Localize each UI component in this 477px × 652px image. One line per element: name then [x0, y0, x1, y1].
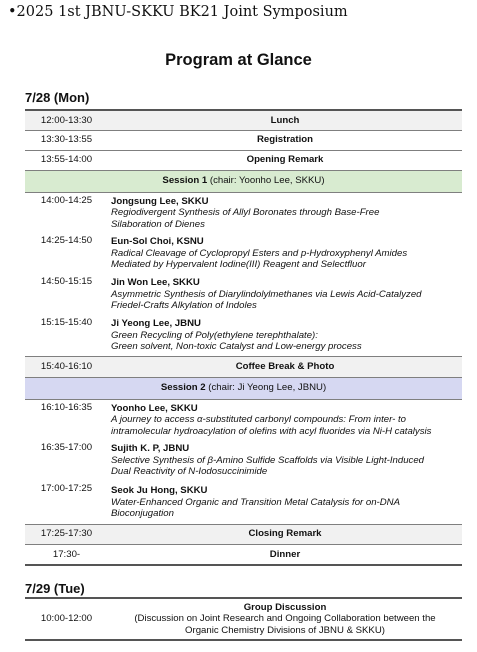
talk-time: 17:00-17:25	[40, 483, 93, 494]
coffee-break-row	[25, 356, 462, 377]
row-event: Closing Remark	[108, 524, 462, 544]
talk-detail	[108, 274, 462, 315]
talk-title-line: Bioconjugation	[111, 508, 174, 519]
talk-time: 14:00-14:25	[40, 194, 93, 206]
session1-name: Session 1	[162, 175, 208, 187]
closing-remark-row	[25, 524, 462, 544]
talk-detail	[108, 233, 462, 274]
talk-time: 14:25-14:50	[40, 235, 93, 246]
talk-title-line: Green solvent, Non-toxic Catalyst and Low-energy process	[111, 341, 362, 352]
schedule-row	[25, 130, 462, 150]
talk-row	[25, 274, 462, 315]
talk-title-line: Asymmetric Synthesis of Diarylindolylmethanes via Lewis Acid-Catalyzed	[111, 288, 422, 300]
row-time: 10:00-12:00	[25, 598, 108, 640]
talk-title-line: A journey to access α-substituted carbonyl compounds: From inter- to	[111, 414, 407, 425]
talk-row	[25, 315, 462, 356]
schedule-row	[25, 110, 462, 130]
day2-label: 7/29 (Tue)	[25, 581, 85, 596]
talk-speaker: Sujith K. P, JBNU	[111, 443, 190, 455]
talk-detail	[108, 192, 462, 233]
session1-chair: (chair: Yoonho Lee, SKKU)	[209, 175, 325, 187]
talk-speaker: Jongsung Lee, SKKU	[111, 195, 209, 207]
talk-title-line: intramolecular hydroacylation of olefins with acyl fluorides via Ni-H catalysis	[111, 425, 432, 437]
session2-chair: (chair: Ji Yeong Lee, JBNU)	[208, 382, 327, 394]
talk-speaker: Yoonho Lee, SKKU	[111, 402, 198, 414]
talk-detail	[108, 440, 462, 481]
talk-time: 15:15-15:40	[40, 317, 93, 328]
talk-title-line: Dual Reactivity of N-Iodosuccinimide	[111, 466, 268, 478]
row-event: Coffee Break & Photo	[108, 356, 462, 377]
talk-speaker: Eun-Sol Choi, KSNU	[111, 236, 204, 248]
row-time: 15:40-16:10	[25, 356, 108, 377]
talk-detail	[108, 399, 462, 440]
group-discussion-row	[25, 598, 462, 640]
talk-time: 14:50-15:15	[40, 276, 93, 287]
talk-title-line: Mediated by Hypervalent Iodine(III) Reagent and Selectfluor	[111, 259, 366, 271]
talk-speaker: Seok Ju Hong, SKKU	[111, 485, 208, 496]
talk-detail	[108, 481, 462, 524]
talk-row	[25, 192, 462, 233]
group-discussion-cell	[108, 598, 462, 640]
session1-cell	[25, 170, 462, 192]
talk-title-line: Green Recycling of Poly(ethylene terephthalate):	[111, 329, 318, 341]
row-event: Opening Remark	[108, 150, 462, 170]
row-time: 17:30-	[25, 544, 108, 565]
talk-row	[25, 481, 462, 524]
dinner-row	[25, 544, 462, 565]
group-discussion-desc-line: (Discussion on Joint Research and Ongoing Collaboration between the	[134, 613, 436, 625]
talk-row	[25, 440, 462, 481]
group-discussion-desc-line: Organic Chemistry Divisions of JBNU & SKKU)	[185, 624, 385, 636]
session1-header	[25, 170, 462, 192]
day1-schedule-table	[25, 109, 462, 566]
day2-schedule-table	[25, 597, 462, 641]
symposium-header: •2025 1st JBNU-SKKU BK21 Joint Symposium	[8, 4, 348, 20]
talk-time: 16:35-17:00	[40, 442, 93, 453]
session2-name: Session 2	[160, 382, 206, 394]
talk-title-line: Water-Enhanced Organic and Transition Metal Catalysis for on-DNA	[111, 496, 401, 508]
row-event: Lunch	[108, 110, 462, 130]
talk-row	[25, 399, 462, 440]
talk-time: 16:10-16:35	[40, 401, 93, 413]
day1-label: 7/28 (Mon)	[25, 90, 90, 105]
row-event: Registration	[108, 130, 462, 150]
session2-header	[25, 377, 462, 399]
talk-title-line: Regiodivergent Synthesis of Allyl Boronates through Base-Free	[111, 207, 380, 218]
group-discussion-title: Group Discussion	[243, 601, 327, 613]
talk-title-line: Friedel-Crafts Alkylation of Indoles	[111, 300, 257, 312]
row-event: Dinner	[108, 544, 462, 565]
talk-speaker: Jin Won Lee, SKKU	[111, 277, 200, 289]
row-time: 12:00-13:30	[25, 110, 108, 130]
schedule-row	[25, 150, 462, 170]
talk-title-line: Silaboration of Dienes	[111, 218, 205, 230]
talk-row	[25, 233, 462, 274]
session2-cell	[25, 377, 462, 399]
row-time: 17:25-17:30	[25, 524, 108, 544]
talk-speaker: Ji Yeong Lee, JBNU	[111, 318, 201, 329]
talk-title-line: Selective Synthesis of β-Amino Sulfide Scaffolds via Visible Light-Induced	[111, 454, 425, 466]
page-title: Program at Glance	[165, 51, 312, 69]
row-time: 13:55-14:00	[25, 150, 108, 170]
talk-detail	[108, 315, 462, 356]
row-time: 13:30-13:55	[25, 130, 108, 150]
talk-title-line: Radical Cleavage of Cyclopropyl Esters and p-Hydroxyphenyl Amides	[111, 247, 408, 259]
